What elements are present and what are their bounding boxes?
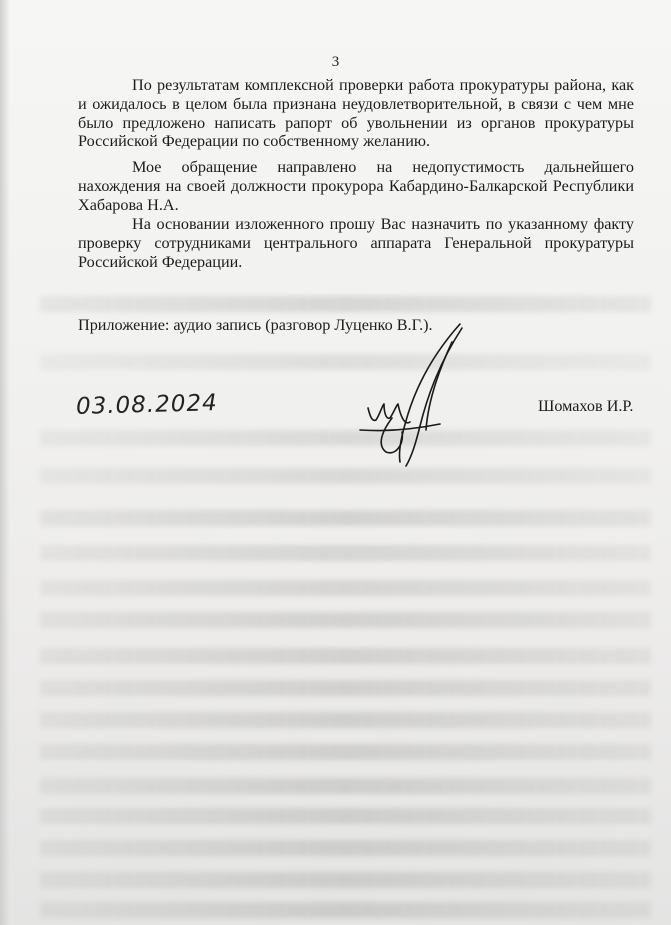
paragraph-text: Мое обращение направлено на недопустимость дальнейшего нахождения на своей должности прокурора Кабардино-Балкарской Республики Хабарова Н.А.	[78, 158, 634, 214]
paragraph-text: На основании изложенного прошу Вас назначить по указанному факту проверку сотрудниками центрального аппарата Генеральной прокуратуры Российской Федерации.	[78, 215, 634, 271]
bleed-through-line	[40, 648, 651, 664]
bleed-through-line	[40, 612, 651, 628]
bleed-through-line	[40, 840, 651, 856]
bleed-through-line	[40, 680, 651, 696]
attachment-line: Приложение: аудио запись (разговор Луценко В.Г.).	[78, 316, 433, 334]
bleed-through-line	[40, 808, 651, 824]
bleed-through-line	[40, 712, 651, 728]
bleed-through-line	[40, 545, 651, 561]
handwritten-date: 03.08.2024	[75, 390, 219, 420]
paragraph-inspection-result	[78, 76, 634, 151]
page-number: 3	[331, 54, 340, 70]
bleed-through-line	[40, 778, 651, 794]
paragraph-appeal-purpose	[78, 158, 634, 214]
bleed-through-line	[40, 510, 651, 526]
bleed-through-line	[40, 296, 651, 312]
signature-icon	[340, 322, 480, 472]
signer-name: Шомахов И.Р.	[538, 397, 634, 415]
paragraph-request	[78, 215, 634, 271]
scan-edge-shadow	[0, 0, 10, 925]
handwritten-signature	[340, 322, 480, 472]
paragraph-text: По результатам комплексной проверки работа прокуратуры района, как и ожидалось в целом была признана неудовлетворительной, в связи с чем мне было предложено написать рапорт об увольнении из органов прокуратуры Российской Федерации по собственному желанию.	[78, 76, 634, 151]
bleed-through-line	[40, 872, 651, 888]
bleed-through-line	[40, 744, 651, 760]
bleed-through-line	[40, 902, 651, 918]
bleed-through-line	[40, 580, 651, 596]
